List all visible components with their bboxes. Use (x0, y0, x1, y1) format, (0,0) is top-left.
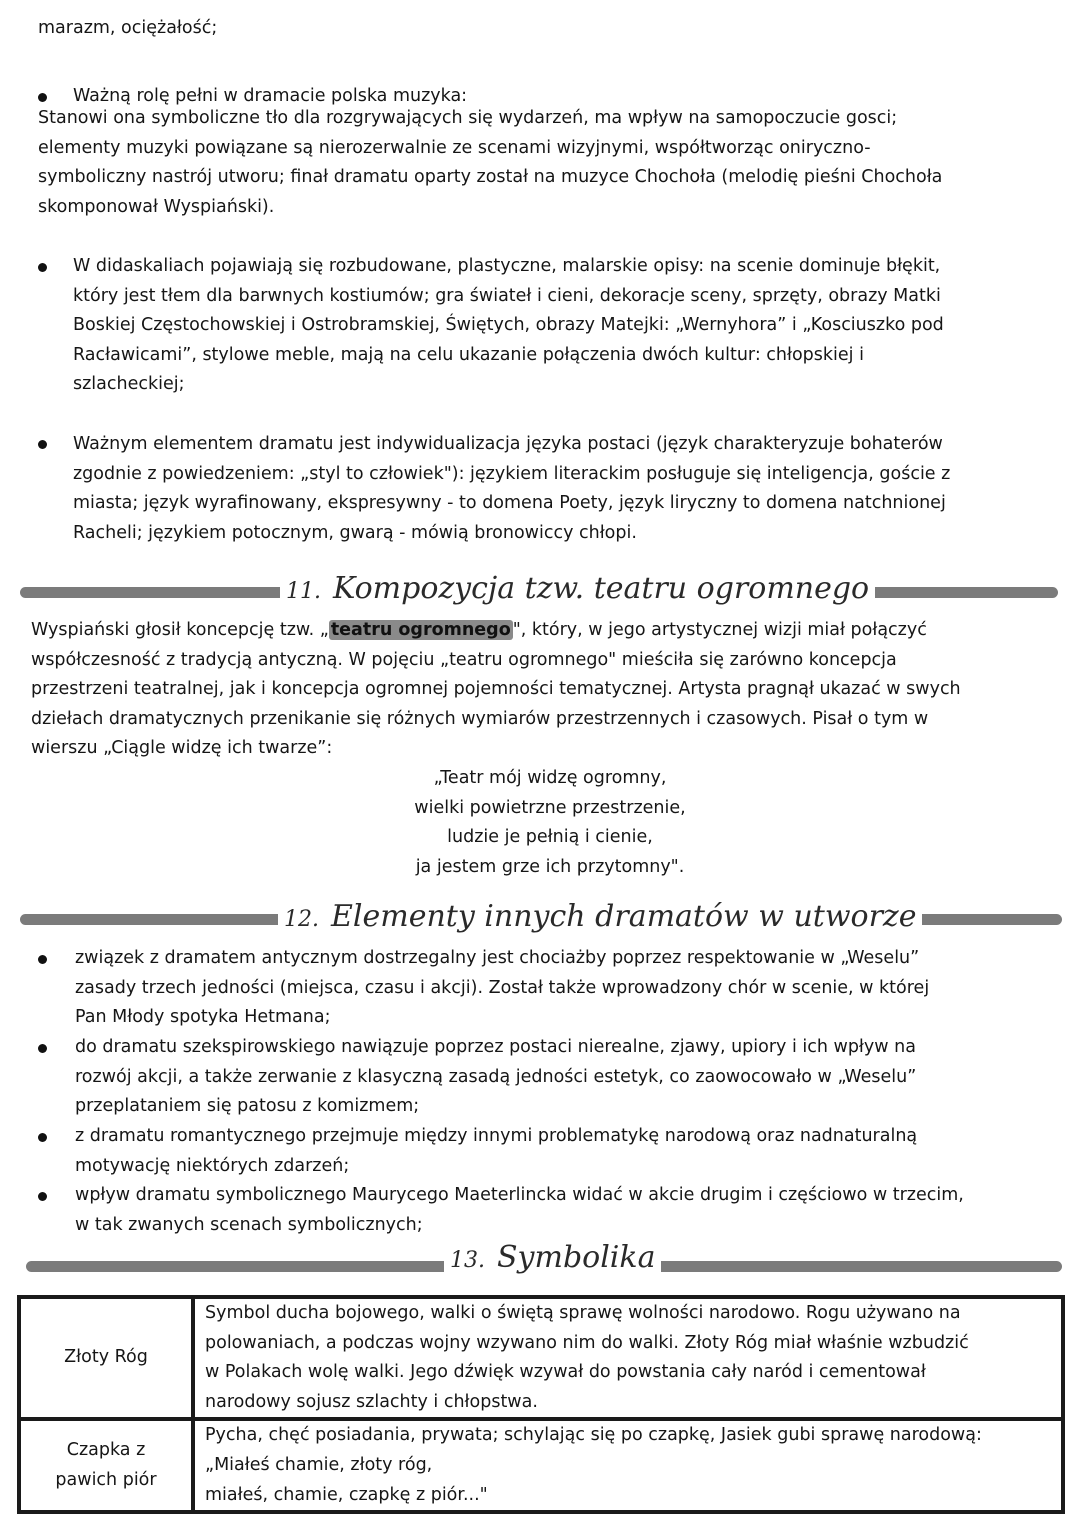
highlighted-term: teatru ogromnego (330, 620, 511, 640)
paragraph-line: przestrzeni teatralnej, jak i koncepcja ogromnej pojemności tematycznej. Artysta pragnął ukazać w swych (31, 679, 961, 700)
bullet-music-body (38, 104, 942, 222)
section-12-bullet-symbolic (75, 1181, 964, 1240)
bullet-dot (38, 263, 47, 272)
bullet-line: motywację niektórych zdarzeń; (75, 1155, 350, 1176)
bullet-line: Ważnym elementem dramatu jest indywidualizacja języka postaci (język charakteryzuje bohaterów (73, 434, 943, 454)
text-run: Wyspiański głosił koncepcję tzw. „ (31, 620, 329, 640)
meaning-line: w Polakach wolę walki. Jego dźwięk wzywał do powstania cały naród i cementował (205, 1362, 926, 1383)
poem-line: ludzie je pełnią i cienie, (447, 827, 653, 848)
bullet-line: rozwój akcji, a także zerwanie z klasyczną zasadą jedności estetyk, co zaowocowało w „Weselu” (75, 1066, 917, 1087)
meaning-line: Symbol ducha bojowego, walki o świętą sprawę wolności narodowo. Rogu używano na (205, 1303, 961, 1323)
bullet-music-head: Ważną rolę pełni w dramacie polska muzyka: (73, 86, 468, 106)
section-12-bullet-antique (75, 944, 929, 1033)
poem-line: „Teatr mój widzę ogromny, (433, 768, 667, 788)
bullet-dot (38, 1192, 47, 1201)
bullet-line: przeplataniem się patosu z komizmem; (75, 1096, 420, 1117)
poem-line: wielki powietrzne przestrzenie, (414, 797, 686, 818)
symbol-name: pawich piór (55, 1469, 157, 1490)
paragraph-line: skomponował Wyspiański). (38, 196, 275, 217)
poem-quote (340, 764, 760, 882)
bullet-line: w tak zwanych scenach symbolicznych; (75, 1214, 423, 1235)
symbol-name-cell (19, 1297, 193, 1419)
section-title: Kompozycja tzw. teatru ogromnego (333, 571, 870, 606)
bullet-line: Racławicami”, stylowe meble, mają na celu ukazanie połączenia dwóch kultur: chłopskiej i (73, 344, 864, 365)
bullet-line: miasta; język wyrafinowany, ekspresywny - to domena Poety, język liryczny to domena natchnionej (73, 493, 946, 514)
table-row (19, 1297, 1063, 1419)
paragraph-line: elementy muzyki powiązane są nierozerwalnie ze scenami wizyjnymi, współtworząc oniryczno- (38, 137, 871, 158)
bullet-line: W didaskaliach pojawiają się rozbudowane, plastyczne, malarskie opisy: na scenie dominuje błękit, (73, 256, 941, 276)
bullet-line: zasady trzech jedności (miejsca, czasu i akcji). Został także wprowadzony chór w scenie, w której (75, 977, 930, 998)
paragraph-line: współczesność z tradycją antyczną. W pojęciu „teatru ogromnego" mieściła się zarówno koncepcja (31, 649, 897, 670)
bullet-dot (38, 1044, 47, 1053)
section-number: 13. (450, 1248, 485, 1273)
poem-line: ja jestem grze ich przytomny". (415, 856, 685, 877)
paragraph-line: dziełach dramatycznych przenikanie się różnych wymiarów przestrzennych i czasowych. Pisał o tym w (31, 708, 929, 729)
section-number: 11. (286, 579, 321, 604)
bullet-didaskalia (73, 252, 944, 400)
bullet-line: który jest tłem dla barwnych kostiumów; gra świateł i cieni, dekoracje sceny, sprzęty, obrazy Matki (73, 285, 941, 306)
paragraph-line: symboliczny nastrój utworu; finał dramatu oparty został na muzyce Chochoła (melodię pieśni Chochoła (38, 167, 943, 188)
bullet-line: z dramatu romantycznego przejmuje między innymi problematykę narodową oraz nadnaturalną (75, 1126, 918, 1146)
meaning-line: narodowy sojusz szlachty i chłopstwa. (205, 1391, 538, 1412)
meaning-line: Pycha, chęć posiadania, prywata; schylając się po czapkę, Jasiek gubi sprawę narodową: (205, 1425, 982, 1446)
bullet-dot (38, 955, 47, 964)
section-number: 12. (284, 907, 319, 932)
table-row (19, 1419, 1063, 1512)
symbol-name-cell (19, 1419, 193, 1512)
section-11-body (31, 616, 961, 764)
paragraph-line: Stanowi ona symboliczne tło dla rozgrywających się wydarzeń, ma wpływ na samopoczucie gosci; (38, 108, 898, 128)
bullet-line: wpływ dramatu symbolicznego Maurycego Maeterlincka widać w akcie drugim i częściowo w trzecim, (75, 1185, 964, 1205)
symbol-name: Złoty Róg (64, 1347, 148, 1368)
text-run: ", który, w jego artystycznej wizji miał połączyć (512, 620, 927, 640)
section-11-heading (280, 571, 875, 610)
section-12-bullet-shakespeare (75, 1033, 916, 1122)
symbol-table (17, 1295, 1065, 1514)
section-12-bullet-romantic (75, 1122, 917, 1181)
bullet-line: związek z dramatem antycznym dostrzegalny jest chociażby poprzez respektowanie w „Weselu” (75, 948, 920, 968)
bullet-line: do dramatu szekspirowskiego nawiązuje poprzez postaci nierealne, zjawy, upiory i ich wpływ na (75, 1037, 916, 1057)
bullet-line: Pan Młody spotyka Hetmana; (75, 1007, 331, 1028)
bullet-dot (38, 93, 47, 102)
symbol-meaning-cell (193, 1419, 1063, 1512)
meaning-line: miałeś, chamie, czapkę z piór..." (205, 1484, 488, 1505)
section-13-heading (444, 1240, 661, 1279)
meaning-line: polowaniach, a podczas wojny wzywano nim do walki. Złoty Róg miał właśnie wzbudzić (205, 1332, 969, 1353)
bullet-line: zgodnie z powiedzeniem: „styl to człowiek"): językiem literackim posługuje się inteligencja, goście z (73, 463, 951, 484)
paragraph-line: wierszu „Ciągle widzę ich twarze”: (31, 738, 333, 759)
symbol-meaning-cell (193, 1297, 1063, 1419)
bullet-language (73, 430, 950, 548)
bullet-dot (38, 1133, 47, 1142)
bullet-line: Racheli; językiem potocznym, gwarą - mówią bronowiccy chłopi. (73, 522, 637, 543)
paragraph-line (31, 616, 961, 646)
bullet-line: szlacheckiej; (73, 374, 185, 395)
section-title: Symbolika (497, 1240, 656, 1275)
section-title: Elementy innych dramatów w utworze (331, 899, 917, 934)
meaning-line: „Miałeś chamie, złoty róg, (205, 1454, 433, 1475)
symbol-name: Czapka z (66, 1440, 146, 1461)
bullet-dot (38, 440, 47, 449)
bullet-line: Boskiej Częstochowskiej i Ostrobramskiej, Świętych, obrazy Matejki: „Wernyhora” i „Kosciuszko pod (73, 315, 944, 336)
section-12-heading (278, 899, 922, 938)
intro-text: marazm, ociężałość; (38, 18, 218, 38)
